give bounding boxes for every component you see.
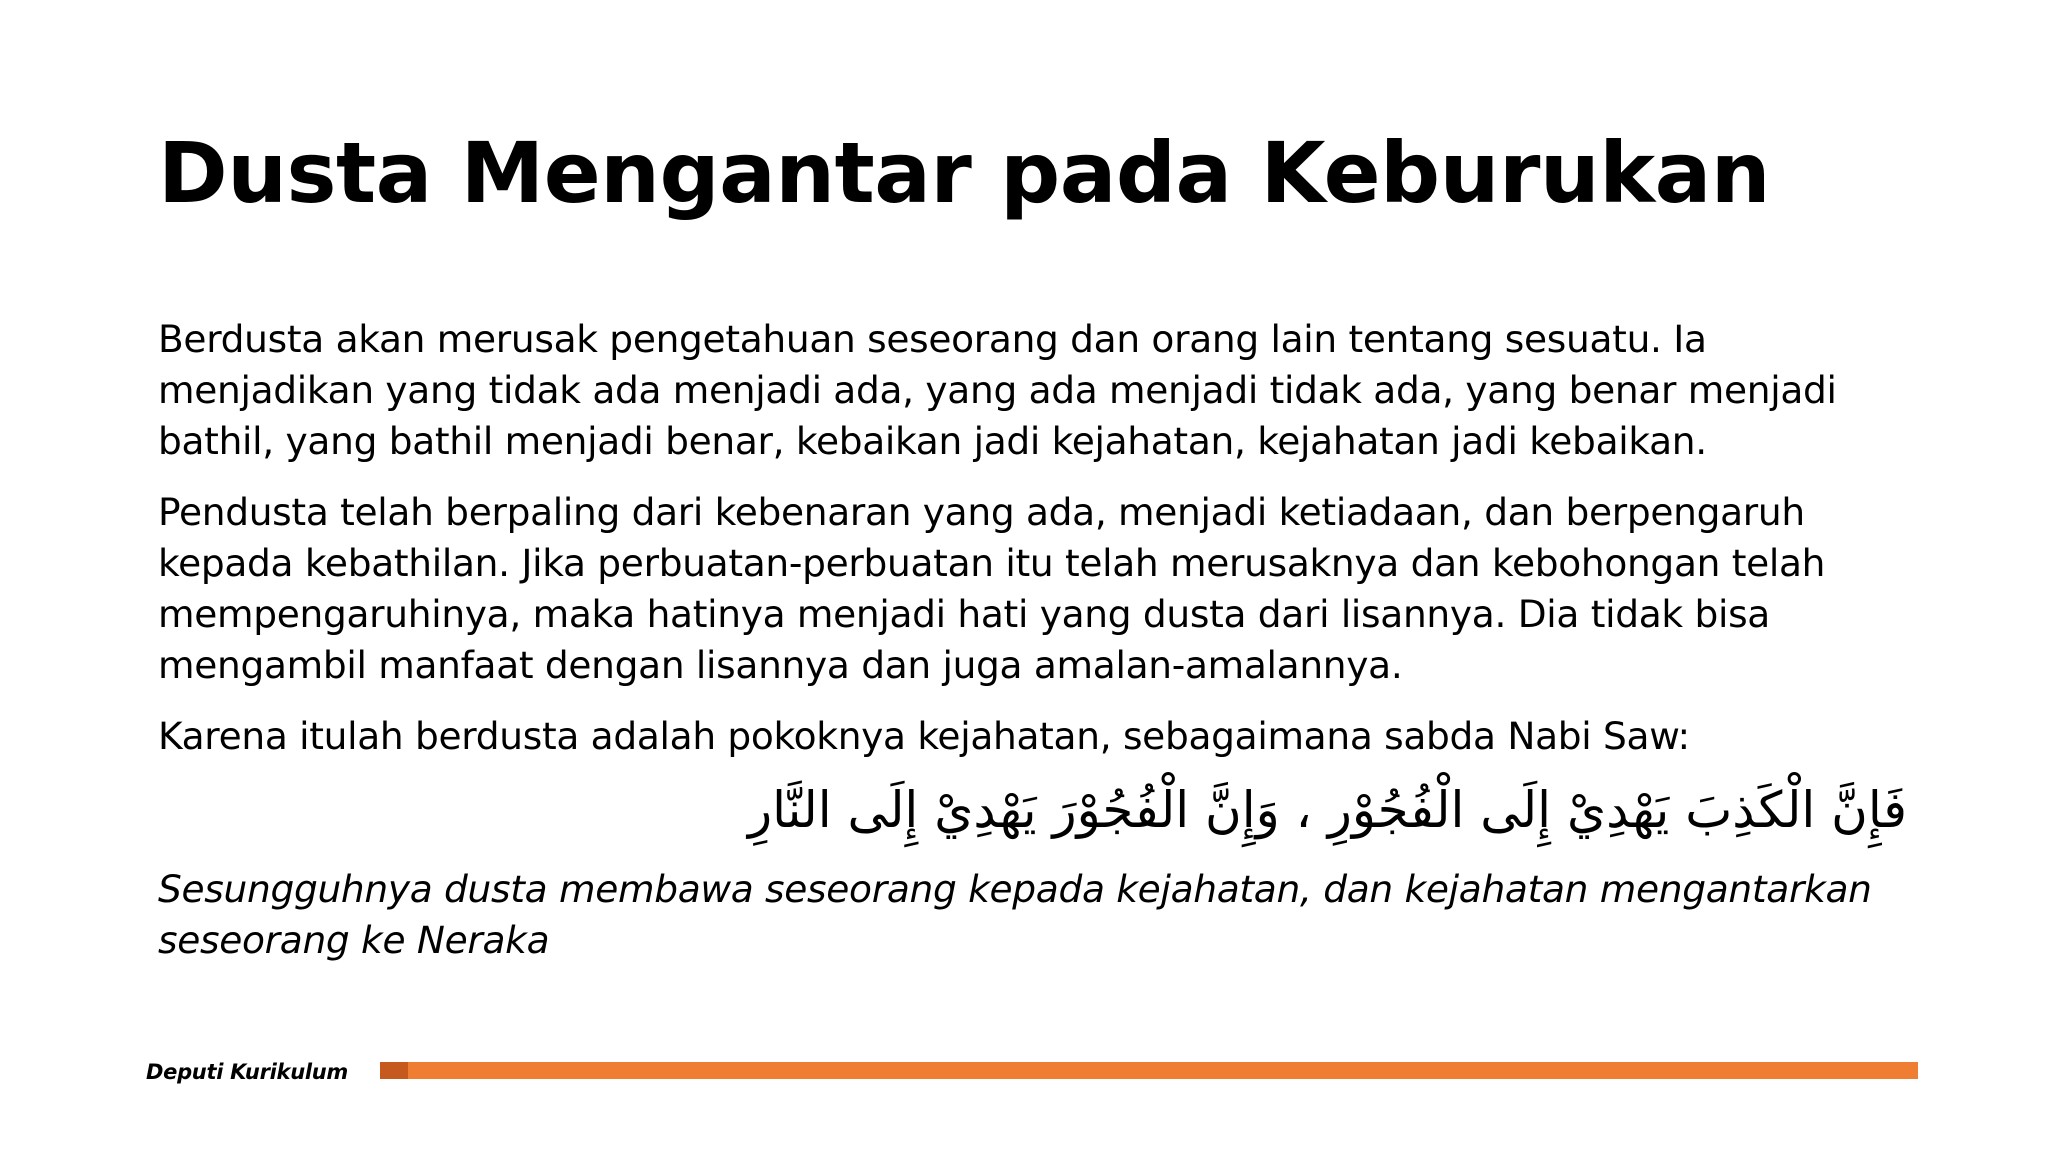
hadith-translation: Sesungguhnya dusta membawa seseorang kepada kejahatan, dan kejahatan mengantarkan seseorang ke Neraka (158, 867, 1872, 962)
paragraph-1: Berdusta akan merusak pengetahuan seseorang dan orang lain tentang sesuatu. Ia menjadikan yang tidak ada menjadi ada, yang ada menjadi tidak ada, yang benar menjadi bathil, yang bathil menjadi benar, kebaikan jadi kejahatan, kejahatan jadi kebaikan. (158, 317, 1837, 463)
paragraph-2: Pendusta telah berpaling dari kebenaran yang ada, menjadi ketiadaan, dan berpengaruh kepada kebathilan. Jika perbuatan-perbuatan itu telah merusaknya dan kebohongan telah mempengaruhinya, maka hatinya menjadi hati yang dusta dari lisannya. Dia tidak bisa mengambil manfaat dengan lisannya dan juga amalan-amalannya. (158, 490, 1826, 687)
footer-label: Deputi Kurikulum (146, 1060, 348, 1084)
footer-accent-bar-main (408, 1062, 1918, 1079)
footer-accent-bar-start (380, 1062, 408, 1079)
slide-body (158, 314, 1918, 966)
footer-accent-bar (380, 1062, 1918, 1079)
hadith-arabic: فَإِنَّ الْكَذِبَ يَهْدِيْ إِلَى الْفُجُوْرِ ، وَإِنَّ الْفُجُوْرَ يَهْدِيْ إِلَى النَّارِ (748, 781, 1907, 839)
paragraph-3: Karena itulah berdusta adalah pokoknya kejahatan, sebagaimana sabda Nabi Saw: (158, 714, 1690, 758)
slide-title: Dusta Mengantar pada Keburukan (158, 124, 1771, 222)
